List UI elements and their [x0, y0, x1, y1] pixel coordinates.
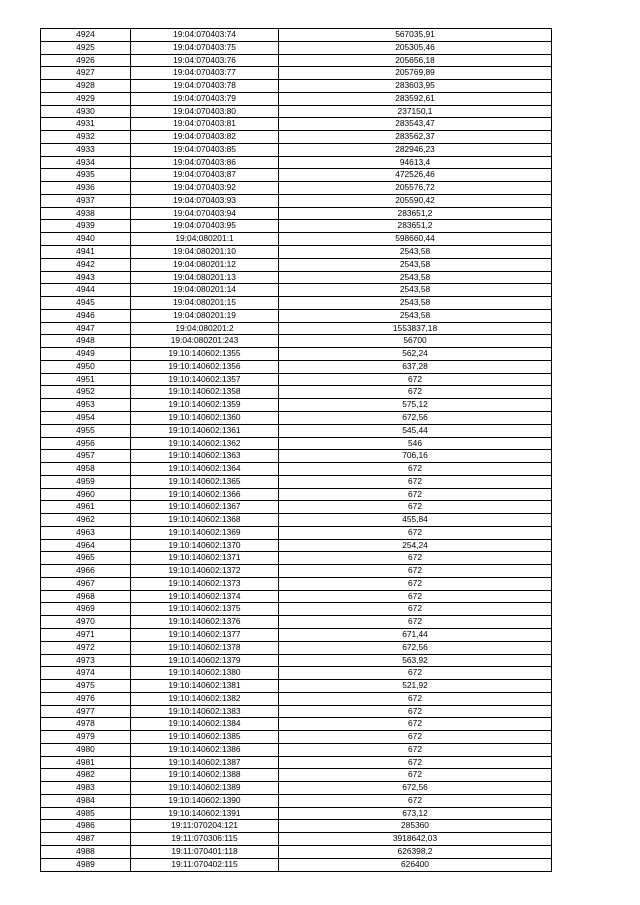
row-number-cell: 4963: [41, 526, 131, 539]
table-row: [41, 667, 552, 680]
row-number-cell: 4944: [41, 284, 131, 297]
cadastral-number-cell: 19:10:140602:1375: [131, 603, 279, 616]
table-row: [41, 539, 552, 552]
table-row: [41, 488, 552, 501]
value-cell: 706,16: [279, 450, 552, 463]
table-row: [41, 41, 552, 54]
value-cell: 283592,61: [279, 92, 552, 105]
value-cell: 598660,44: [279, 233, 552, 246]
row-number-cell: 4930: [41, 105, 131, 118]
value-cell: 672: [279, 526, 552, 539]
value-cell: 672: [279, 756, 552, 769]
cadastral-number-cell: 19:04:070403:94: [131, 207, 279, 220]
row-number-cell: 4950: [41, 360, 131, 373]
table-row: [41, 705, 552, 718]
table-row: [41, 80, 552, 93]
row-number-cell: 4971: [41, 628, 131, 641]
value-cell: 672,56: [279, 411, 552, 424]
row-number-cell: 4952: [41, 386, 131, 399]
row-number-cell: 4924: [41, 29, 131, 42]
value-cell: 672: [279, 616, 552, 629]
cadastral-number-cell: 19:10:140602:1371: [131, 552, 279, 565]
table-row: [41, 105, 552, 118]
value-cell: 283651,2: [279, 220, 552, 233]
cadastral-number-cell: 19:11:070401:118: [131, 846, 279, 859]
value-cell: 205576,72: [279, 182, 552, 195]
cadastral-number-cell: 19:10:140602:1357: [131, 373, 279, 386]
cadastral-number-cell: 19:11:070402:115: [131, 858, 279, 871]
value-cell: 237150,1: [279, 105, 552, 118]
value-cell: 672,56: [279, 782, 552, 795]
table-row: [41, 603, 552, 616]
table-row: [41, 616, 552, 629]
value-cell: 205769,89: [279, 67, 552, 80]
row-number-cell: 4965: [41, 552, 131, 565]
row-number-cell: 4938: [41, 207, 131, 220]
row-number-cell: 4926: [41, 54, 131, 67]
value-cell: 205656,18: [279, 54, 552, 67]
value-cell: 562,24: [279, 348, 552, 361]
value-cell: 546: [279, 437, 552, 450]
table-row: [41, 194, 552, 207]
cadastral-number-cell: 19:10:140602:1388: [131, 769, 279, 782]
value-cell: 472526,46: [279, 169, 552, 182]
table-row: [41, 514, 552, 527]
cadastral-number-cell: 19:10:140602:1377: [131, 628, 279, 641]
table-row: [41, 92, 552, 105]
table-row: [41, 437, 552, 450]
row-number-cell: 4935: [41, 169, 131, 182]
value-cell: 672: [279, 463, 552, 476]
cadastral-number-cell: 19:04:080201:243: [131, 335, 279, 348]
table-row: [41, 769, 552, 782]
row-number-cell: 4980: [41, 743, 131, 756]
cadastral-number-cell: 19:10:140602:1385: [131, 731, 279, 744]
value-cell: 1553837,18: [279, 322, 552, 335]
table-row: [41, 756, 552, 769]
value-cell: 672: [279, 565, 552, 578]
table-row: [41, 641, 552, 654]
value-cell: 521,92: [279, 680, 552, 693]
table-row: [41, 731, 552, 744]
cadastral-number-cell: 19:04:080201:1: [131, 233, 279, 246]
table-row: [41, 654, 552, 667]
table-row: [41, 233, 552, 246]
table-row: [41, 577, 552, 590]
cadastral-number-cell: 19:10:140602:1381: [131, 680, 279, 693]
row-number-cell: 4937: [41, 194, 131, 207]
value-cell: 672: [279, 794, 552, 807]
cadastral-number-cell: 19:10:140602:1367: [131, 501, 279, 514]
cadastral-number-cell: 19:10:140602:1363: [131, 450, 279, 463]
cadastral-number-cell: 19:10:140602:1364: [131, 463, 279, 476]
value-cell: 282946,23: [279, 143, 552, 156]
row-number-cell: 4947: [41, 322, 131, 335]
row-number-cell: 4941: [41, 246, 131, 259]
cadastral-number-cell: 19:10:140602:1356: [131, 360, 279, 373]
row-number-cell: 4976: [41, 692, 131, 705]
table-row: [41, 858, 552, 871]
table-row: [41, 680, 552, 693]
value-cell: 626398,2: [279, 846, 552, 859]
value-cell: 672: [279, 386, 552, 399]
cadastral-number-cell: 19:04:070403:76: [131, 54, 279, 67]
cadastral-number-cell: 19:10:140602:1376: [131, 616, 279, 629]
value-cell: 205305,46: [279, 41, 552, 54]
table-row: [41, 820, 552, 833]
table-row: [41, 463, 552, 476]
value-cell: 672: [279, 590, 552, 603]
value-cell: 283543,47: [279, 118, 552, 131]
cadastral-number-cell: 19:04:070403:82: [131, 131, 279, 144]
table-row: [41, 54, 552, 67]
cadastral-number-cell: 19:10:140602:1389: [131, 782, 279, 795]
value-cell: 567035,91: [279, 29, 552, 42]
row-number-cell: 4962: [41, 514, 131, 527]
value-cell: 254,24: [279, 539, 552, 552]
value-cell: 2543,58: [279, 309, 552, 322]
cadastral-number-cell: 19:04:080201:2: [131, 322, 279, 335]
row-number-cell: 4966: [41, 565, 131, 578]
value-cell: 672: [279, 373, 552, 386]
table-row: [41, 552, 552, 565]
cadastral-number-cell: 19:10:140602:1361: [131, 424, 279, 437]
row-number-cell: 4989: [41, 858, 131, 871]
table-row: [41, 386, 552, 399]
row-number-cell: 4929: [41, 92, 131, 105]
value-cell: 672: [279, 769, 552, 782]
table-body: [41, 29, 552, 872]
value-cell: 672: [279, 692, 552, 705]
cadastral-number-cell: 19:04:080201:15: [131, 297, 279, 310]
table-row: [41, 846, 552, 859]
row-number-cell: 4982: [41, 769, 131, 782]
value-cell: 672: [279, 603, 552, 616]
cadastral-number-cell: 19:04:070403:74: [131, 29, 279, 42]
table-row: [41, 475, 552, 488]
table-row: [41, 411, 552, 424]
value-cell: 637,28: [279, 360, 552, 373]
value-cell: 672: [279, 475, 552, 488]
value-cell: 672: [279, 667, 552, 680]
table-row: [41, 169, 552, 182]
cadastral-number-cell: 19:04:070403:92: [131, 182, 279, 195]
row-number-cell: 4968: [41, 590, 131, 603]
cadastral-number-cell: 19:10:140602:1366: [131, 488, 279, 501]
value-cell: 672: [279, 731, 552, 744]
value-cell: 283562,37: [279, 131, 552, 144]
cadastral-number-cell: 19:10:140602:1390: [131, 794, 279, 807]
cadastral-number-cell: 19:10:140602:1383: [131, 705, 279, 718]
value-cell: 2543,58: [279, 284, 552, 297]
table-row: [41, 373, 552, 386]
cadastral-number-cell: 19:10:140602:1368: [131, 514, 279, 527]
cadastral-number-cell: 19:10:140602:1384: [131, 718, 279, 731]
table-row: [41, 628, 552, 641]
row-number-cell: 4983: [41, 782, 131, 795]
row-number-cell: 4987: [41, 833, 131, 846]
table-row: [41, 782, 552, 795]
cadastral-number-cell: 19:04:080201:19: [131, 309, 279, 322]
value-cell: 672: [279, 743, 552, 756]
cadastral-number-cell: 19:10:140602:1369: [131, 526, 279, 539]
row-number-cell: 4967: [41, 577, 131, 590]
cadastral-number-cell: 19:10:140602:1362: [131, 437, 279, 450]
row-number-cell: 4940: [41, 233, 131, 246]
value-cell: 672: [279, 488, 552, 501]
row-number-cell: 4960: [41, 488, 131, 501]
cadastral-number-cell: 19:10:140602:1391: [131, 807, 279, 820]
table-row: [41, 807, 552, 820]
value-cell: 563,92: [279, 654, 552, 667]
row-number-cell: 4984: [41, 794, 131, 807]
value-cell: 672: [279, 501, 552, 514]
value-cell: 672,56: [279, 641, 552, 654]
row-number-cell: 4951: [41, 373, 131, 386]
value-cell: 2543,58: [279, 246, 552, 259]
row-number-cell: 4957: [41, 450, 131, 463]
row-number-cell: 4954: [41, 411, 131, 424]
cadastral-number-cell: 19:10:140602:1373: [131, 577, 279, 590]
table-row: [41, 297, 552, 310]
row-number-cell: 4973: [41, 654, 131, 667]
row-number-cell: 4988: [41, 846, 131, 859]
cadastral-number-cell: 19:04:070403:87: [131, 169, 279, 182]
row-number-cell: 4939: [41, 220, 131, 233]
value-cell: 283603,95: [279, 80, 552, 93]
table-row: [41, 718, 552, 731]
row-number-cell: 4946: [41, 309, 131, 322]
cadastral-number-cell: 19:10:140602:1372: [131, 565, 279, 578]
value-cell: 672: [279, 552, 552, 565]
row-number-cell: 4933: [41, 143, 131, 156]
value-cell: 2543,58: [279, 297, 552, 310]
table-row: [41, 794, 552, 807]
cadastral-number-cell: 19:10:140602:1387: [131, 756, 279, 769]
value-cell: 455,84: [279, 514, 552, 527]
cadastral-number-cell: 19:11:070204:121: [131, 820, 279, 833]
row-number-cell: 4958: [41, 463, 131, 476]
table-row: [41, 743, 552, 756]
value-cell: 626400: [279, 858, 552, 871]
cadastral-number-cell: 19:04:080201:14: [131, 284, 279, 297]
cadastral-number-cell: 19:04:070403:80: [131, 105, 279, 118]
cadastral-number-cell: 19:04:070403:79: [131, 92, 279, 105]
value-cell: 2543,58: [279, 271, 552, 284]
row-number-cell: 4948: [41, 335, 131, 348]
table-row: [41, 399, 552, 412]
cadastral-number-cell: 19:04:070403:75: [131, 41, 279, 54]
cadastral-number-cell: 19:10:140602:1386: [131, 743, 279, 756]
table-row: [41, 360, 552, 373]
table-row: [41, 348, 552, 361]
table-row: [41, 692, 552, 705]
cadastral-number-cell: 19:04:080201:12: [131, 258, 279, 271]
cadastral-number-cell: 19:10:140602:1379: [131, 654, 279, 667]
table-row: [41, 309, 552, 322]
row-number-cell: 4985: [41, 807, 131, 820]
table-row: [41, 284, 552, 297]
row-number-cell: 4934: [41, 156, 131, 169]
table-row: [41, 322, 552, 335]
table-row: [41, 207, 552, 220]
table-row: [41, 258, 552, 271]
cadastral-number-cell: 19:10:140602:1365: [131, 475, 279, 488]
cadastral-number-cell: 19:04:070403:93: [131, 194, 279, 207]
row-number-cell: 4978: [41, 718, 131, 731]
cadastral-number-cell: 19:04:080201:13: [131, 271, 279, 284]
cadastral-number-cell: 19:04:070403:77: [131, 67, 279, 80]
value-cell: 283651,2: [279, 207, 552, 220]
table-row: [41, 156, 552, 169]
cadastral-number-cell: 19:04:070403:86: [131, 156, 279, 169]
row-number-cell: 4953: [41, 399, 131, 412]
cadastral-number-cell: 19:11:070306:115: [131, 833, 279, 846]
table-row: [41, 143, 552, 156]
value-cell: 672: [279, 705, 552, 718]
table-row: [41, 450, 552, 463]
value-cell: 673,12: [279, 807, 552, 820]
value-cell: 3918642,03: [279, 833, 552, 846]
table-row: [41, 29, 552, 42]
value-cell: 545,44: [279, 424, 552, 437]
cadastral-number-cell: 19:10:140602:1380: [131, 667, 279, 680]
value-cell: 672: [279, 718, 552, 731]
row-number-cell: 4972: [41, 641, 131, 654]
cadastral-number-cell: 19:04:070403:95: [131, 220, 279, 233]
row-number-cell: 4943: [41, 271, 131, 284]
table-row: [41, 271, 552, 284]
value-cell: 671,44: [279, 628, 552, 641]
row-number-cell: 4961: [41, 501, 131, 514]
row-number-cell: 4986: [41, 820, 131, 833]
row-number-cell: 4925: [41, 41, 131, 54]
row-number-cell: 4945: [41, 297, 131, 310]
table-row: [41, 833, 552, 846]
row-number-cell: 4928: [41, 80, 131, 93]
row-number-cell: 4979: [41, 731, 131, 744]
table-row: [41, 501, 552, 514]
cadastral-number-cell: 19:10:140602:1370: [131, 539, 279, 552]
table-row: [41, 118, 552, 131]
row-number-cell: 4977: [41, 705, 131, 718]
table-row: [41, 565, 552, 578]
value-cell: 2543,58: [279, 258, 552, 271]
row-number-cell: 4956: [41, 437, 131, 450]
cadastral-number-cell: 19:04:070403:81: [131, 118, 279, 131]
cadastral-number-cell: 19:04:070403:85: [131, 143, 279, 156]
value-cell: 205590,42: [279, 194, 552, 207]
table-row: [41, 67, 552, 80]
value-cell: 575,12: [279, 399, 552, 412]
value-cell: 94613,4: [279, 156, 552, 169]
row-number-cell: 4970: [41, 616, 131, 629]
table-row: [41, 246, 552, 259]
cadastral-number-cell: 19:04:080201:10: [131, 246, 279, 259]
cadastral-number-cell: 19:10:140602:1355: [131, 348, 279, 361]
table-row: [41, 220, 552, 233]
row-number-cell: 4942: [41, 258, 131, 271]
value-cell: 672: [279, 577, 552, 590]
row-number-cell: 4936: [41, 182, 131, 195]
row-number-cell: 4932: [41, 131, 131, 144]
data-table: [40, 28, 552, 872]
cadastral-number-cell: 19:10:140602:1374: [131, 590, 279, 603]
table-row: [41, 526, 552, 539]
row-number-cell: 4981: [41, 756, 131, 769]
cadastral-number-cell: 19:10:140602:1378: [131, 641, 279, 654]
cadastral-number-cell: 19:10:140602:1359: [131, 399, 279, 412]
cadastral-number-cell: 19:10:140602:1382: [131, 692, 279, 705]
table-row: [41, 182, 552, 195]
table-row: [41, 424, 552, 437]
row-number-cell: 4964: [41, 539, 131, 552]
cadastral-number-cell: 19:10:140602:1360: [131, 411, 279, 424]
value-cell: 56700: [279, 335, 552, 348]
table-row: [41, 131, 552, 144]
row-number-cell: 4959: [41, 475, 131, 488]
row-number-cell: 4969: [41, 603, 131, 616]
row-number-cell: 4949: [41, 348, 131, 361]
row-number-cell: 4931: [41, 118, 131, 131]
row-number-cell: 4974: [41, 667, 131, 680]
row-number-cell: 4955: [41, 424, 131, 437]
row-number-cell: 4927: [41, 67, 131, 80]
table-row: [41, 590, 552, 603]
row-number-cell: 4975: [41, 680, 131, 693]
table-row: [41, 335, 552, 348]
cadastral-number-cell: 19:10:140602:1358: [131, 386, 279, 399]
cadastral-number-cell: 19:04:070403:78: [131, 80, 279, 93]
value-cell: 285360: [279, 820, 552, 833]
